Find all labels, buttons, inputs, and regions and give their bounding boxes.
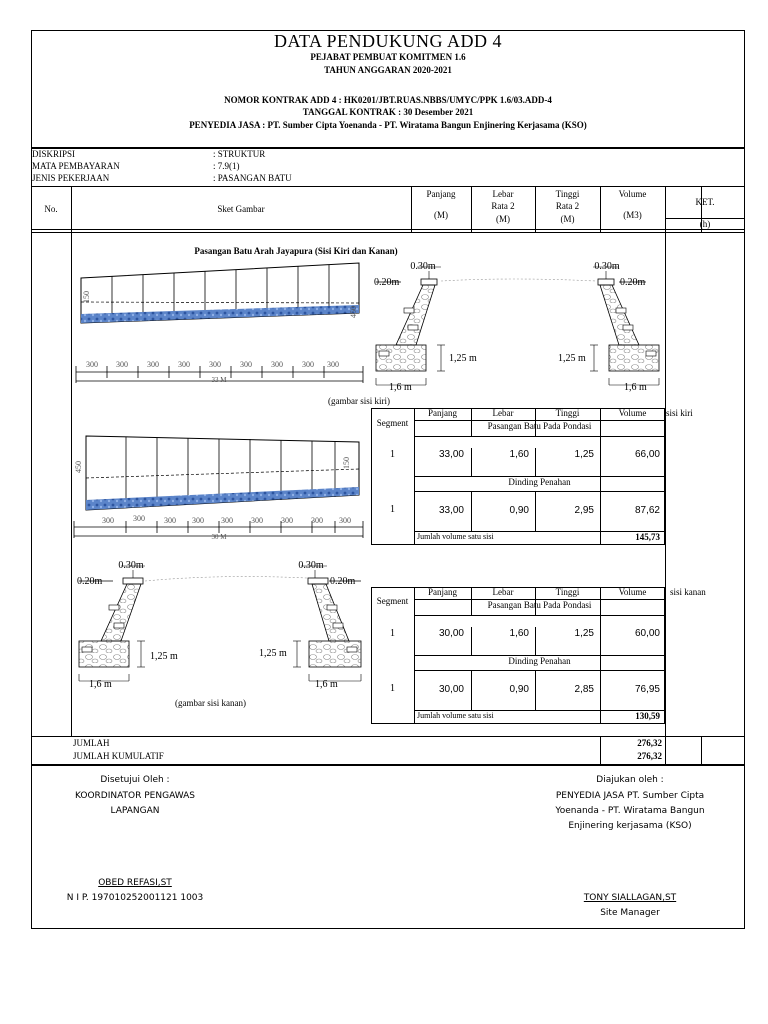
left-seg-2: 300 bbox=[116, 360, 128, 369]
right-h-tinggi: Tinggi bbox=[555, 587, 580, 597]
kumulatif-value: 276,32 bbox=[637, 751, 662, 761]
totals-bottom-line bbox=[31, 764, 745, 766]
approver-name: OBED REFASI,ST bbox=[98, 878, 172, 888]
approver-role-2: LAPANGAN bbox=[110, 806, 160, 816]
left-sec2: Dinding Penahan bbox=[508, 477, 571, 487]
left-r2-lebar: 0,90 bbox=[509, 505, 529, 516]
left-h-segment: Segment bbox=[376, 418, 409, 428]
right-side-label: sisi kanan bbox=[670, 587, 706, 597]
right-r1-volume: 60,00 bbox=[634, 628, 660, 639]
approver-nip: N I P. 197010252001121 1003 bbox=[66, 893, 204, 903]
left-r2-volume: 87,62 bbox=[634, 505, 660, 516]
header-subtitle-1: PEJABAT PEMBUAT KOMITMEN 1.6 bbox=[310, 52, 466, 62]
left-length-33: 33 M bbox=[211, 376, 227, 384]
submitter-org-2: Yoenanda - PT. Wiratama Bangun bbox=[555, 806, 705, 816]
right-r1-lebar: 1,60 bbox=[509, 628, 529, 639]
info-value-payment: : 7.9(1) bbox=[213, 161, 240, 171]
cs-c-020: 0.20m bbox=[77, 576, 103, 587]
left-elevation bbox=[76, 263, 363, 384]
right-seg-4: 300 bbox=[192, 516, 204, 525]
col-header-lebar-rata: Rata 2 bbox=[491, 201, 515, 211]
left-side-label: sisi kiri bbox=[666, 408, 693, 418]
col-header-panjang: Panjang bbox=[426, 189, 456, 199]
right-seg-7: 300 bbox=[281, 516, 293, 525]
right-r1-panjang: 30,00 bbox=[438, 628, 464, 639]
col-header-tinggi-rata: Rata 2 bbox=[555, 201, 580, 211]
cs-d-030: 0.30m bbox=[298, 560, 324, 571]
left-total-value: 145,73 bbox=[635, 532, 660, 542]
right-sec2: Dinding Penahan bbox=[508, 656, 571, 666]
left-r1-panjang: 33,00 bbox=[438, 449, 464, 460]
cs-a-16: 1,6 m bbox=[389, 382, 412, 393]
service-provider: PENYEDIA JASA : PT. Sumber Cipta Yoenanda - PT. Wiratama Bangun Enjinering Kerjasama (KSO) bbox=[189, 120, 587, 130]
left-seg-7: 300 bbox=[271, 360, 283, 369]
col-header-volume: Volume bbox=[618, 189, 647, 199]
submitter-title: Site Manager bbox=[600, 908, 660, 918]
left-r1-lebar: 1,60 bbox=[509, 449, 529, 460]
right-elevation bbox=[74, 436, 363, 541]
header-divider bbox=[31, 147, 745, 149]
right-seg-1: 300 bbox=[102, 516, 114, 525]
right-seg-5: 300 bbox=[221, 516, 233, 525]
kumulatif-label: JUMLAH KUMULATIF bbox=[73, 751, 164, 761]
col-header-no: No. bbox=[44, 204, 58, 214]
right-seg-9: 300 bbox=[339, 516, 351, 525]
col-divider-volume-lower bbox=[665, 232, 666, 764]
col-header-ket-h: (h) bbox=[699, 219, 711, 229]
approver-role-1: KOORDINATOR PENGAWAS bbox=[74, 791, 196, 801]
approved-by-label: Disetujui Oleh : bbox=[100, 775, 170, 785]
col-header-sketch: Sket Gambar bbox=[217, 204, 265, 214]
left-r1-seg: 1 bbox=[390, 449, 395, 460]
left-h-panjang: Panjang bbox=[428, 408, 457, 418]
totals-top-line bbox=[31, 736, 745, 737]
right-seg-3: 300 bbox=[164, 516, 176, 525]
right-seg-2: 300 bbox=[133, 514, 145, 523]
col-header-tinggi-unit: (M) bbox=[560, 214, 575, 224]
right-sec1: Pasangan Batu Pada Pondasi bbox=[487, 600, 592, 610]
left-r1-volume: 66,00 bbox=[634, 449, 660, 460]
cs-d-020: 0.20m bbox=[330, 576, 356, 587]
cs-a-125: 1,25 m bbox=[449, 353, 477, 364]
header-subtitle-2: TAHUN ANGGARAN 2020-2021 bbox=[324, 65, 452, 75]
col-header-volume-unit: (M3) bbox=[623, 210, 642, 220]
table-top-line bbox=[31, 186, 745, 187]
info-value-description: : STRUKTUR bbox=[213, 149, 266, 159]
drawing-title: Pasangan Batu Arah Jayapura (Sisi Kiri dan Kanan) bbox=[194, 246, 398, 256]
cs-b-16: 1,6 m bbox=[624, 382, 647, 393]
left-seg-5: 300 bbox=[209, 360, 221, 369]
right-height-450: 450 bbox=[74, 461, 83, 473]
left-sec1: Pasangan Batu Pada Pondasi bbox=[487, 421, 592, 431]
cs-d-125: 1,25 m bbox=[259, 648, 287, 659]
document-title: DATA PENDUKUNG ADD 4 bbox=[273, 31, 503, 51]
jumlah-label: JUMLAH bbox=[73, 738, 110, 748]
right-r1-tinggi: 1,25 bbox=[574, 628, 594, 639]
table-header-bottom-line bbox=[31, 229, 745, 230]
jumlah-value: 276,32 bbox=[637, 738, 662, 748]
info-label-work-type: JENIS PEKERJAAN bbox=[32, 173, 110, 183]
left-r1-tinggi: 1,25 bbox=[574, 449, 594, 460]
right-length-30: 30 M bbox=[211, 533, 227, 541]
left-seg-6: 300 bbox=[240, 360, 252, 369]
cs-b-030: 0.30m bbox=[594, 261, 620, 272]
info-label-payment: MATA PEMBAYARAN bbox=[32, 161, 120, 171]
info-label-description: DISKRIPSI bbox=[32, 149, 76, 159]
left-height-450: 450 bbox=[349, 306, 358, 318]
left-total-label: Jumlah volume satu sisi bbox=[417, 532, 494, 541]
submitter-org-3: Enjinering kerjasama (KSO) bbox=[568, 821, 692, 831]
right-total-label: Jumlah volume satu sisi bbox=[417, 711, 494, 720]
right-r2-volume: 76,95 bbox=[634, 684, 660, 695]
right-total-value: 130,59 bbox=[635, 711, 660, 721]
right-r2-seg: 1 bbox=[390, 683, 395, 694]
cross-section-left-b bbox=[558, 261, 659, 393]
contract-number: NOMOR KONTRAK ADD 4 : HK0201/JBT.RUAS.NBBS/UMYC/PPK 1.6/03.ADD-4 bbox=[224, 95, 552, 105]
cross-section-right-d bbox=[259, 560, 361, 690]
col-header-tinggi: Tinggi bbox=[555, 189, 580, 199]
submitter-org-1: PENYEDIA JASA PT. Sumber Cipta bbox=[555, 791, 705, 801]
left-h-volume: Volume bbox=[618, 408, 647, 418]
right-h-panjang: Panjang bbox=[428, 587, 457, 597]
cross-section-right-c bbox=[77, 560, 178, 690]
info-value-work-type: : PASANGAN BATU bbox=[213, 173, 292, 183]
left-seg-4: 300 bbox=[178, 360, 190, 369]
submitted-by-label: Diajukan oleh : bbox=[596, 775, 664, 785]
right-r2-tinggi: 2,85 bbox=[574, 684, 594, 695]
right-height-150: 150 bbox=[342, 457, 351, 469]
left-seg-3: 300 bbox=[147, 360, 159, 369]
right-r1-seg: 1 bbox=[390, 628, 395, 639]
right-r2-panjang: 30,00 bbox=[438, 684, 464, 695]
left-seg-8: 300 bbox=[302, 360, 314, 369]
left-h-lebar: Lebar bbox=[492, 408, 514, 418]
right-seg-8: 300 bbox=[311, 516, 323, 525]
left-h-tinggi: Tinggi bbox=[555, 408, 580, 418]
caption-right: (gambar sisi kanan) bbox=[175, 698, 246, 708]
cs-a-020: 0.20m bbox=[374, 277, 400, 288]
right-h-volume: Volume bbox=[618, 587, 647, 597]
cs-c-030: 0.30m bbox=[118, 560, 144, 571]
right-h-segment: Segment bbox=[376, 596, 409, 606]
cs-d-16: 1,6 m bbox=[315, 679, 338, 690]
left-seg-1: 300 bbox=[86, 360, 98, 369]
cs-b-125: 1,25 m bbox=[558, 353, 586, 364]
col-divider-ket-lower-2 bbox=[701, 736, 702, 764]
submitter-name: TONY SIALLAGAN,ST bbox=[583, 893, 677, 903]
left-seg-9: 300 bbox=[327, 360, 339, 369]
left-r2-panjang: 33,00 bbox=[438, 505, 464, 516]
cs-c-16: 1,6 m bbox=[89, 679, 112, 690]
left-r2-seg: 1 bbox=[390, 504, 395, 515]
contract-date: TANGGAL KONTRAK : 30 Desember 2021 bbox=[302, 107, 474, 117]
cs-c-125: 1,25 m bbox=[150, 651, 178, 662]
col-header-panjang-unit: (M) bbox=[434, 210, 448, 220]
right-h-lebar: Lebar bbox=[492, 587, 514, 597]
caption-left: (gambar sisi kiri) bbox=[328, 396, 390, 406]
col-header-ket: KET. bbox=[695, 197, 715, 207]
cs-b-020: 0.20m bbox=[620, 277, 646, 288]
left-height-150: 150 bbox=[82, 291, 91, 303]
cs-a-030: 0.30m bbox=[410, 261, 436, 272]
right-r2-lebar: 0,90 bbox=[509, 684, 529, 695]
left-r2-tinggi: 2,95 bbox=[574, 505, 594, 516]
right-seg-6: 300 bbox=[251, 516, 263, 525]
col-header-lebar-unit: (M) bbox=[496, 214, 510, 224]
cross-section-left-a bbox=[374, 261, 477, 393]
col-header-lebar: Lebar bbox=[492, 189, 514, 199]
